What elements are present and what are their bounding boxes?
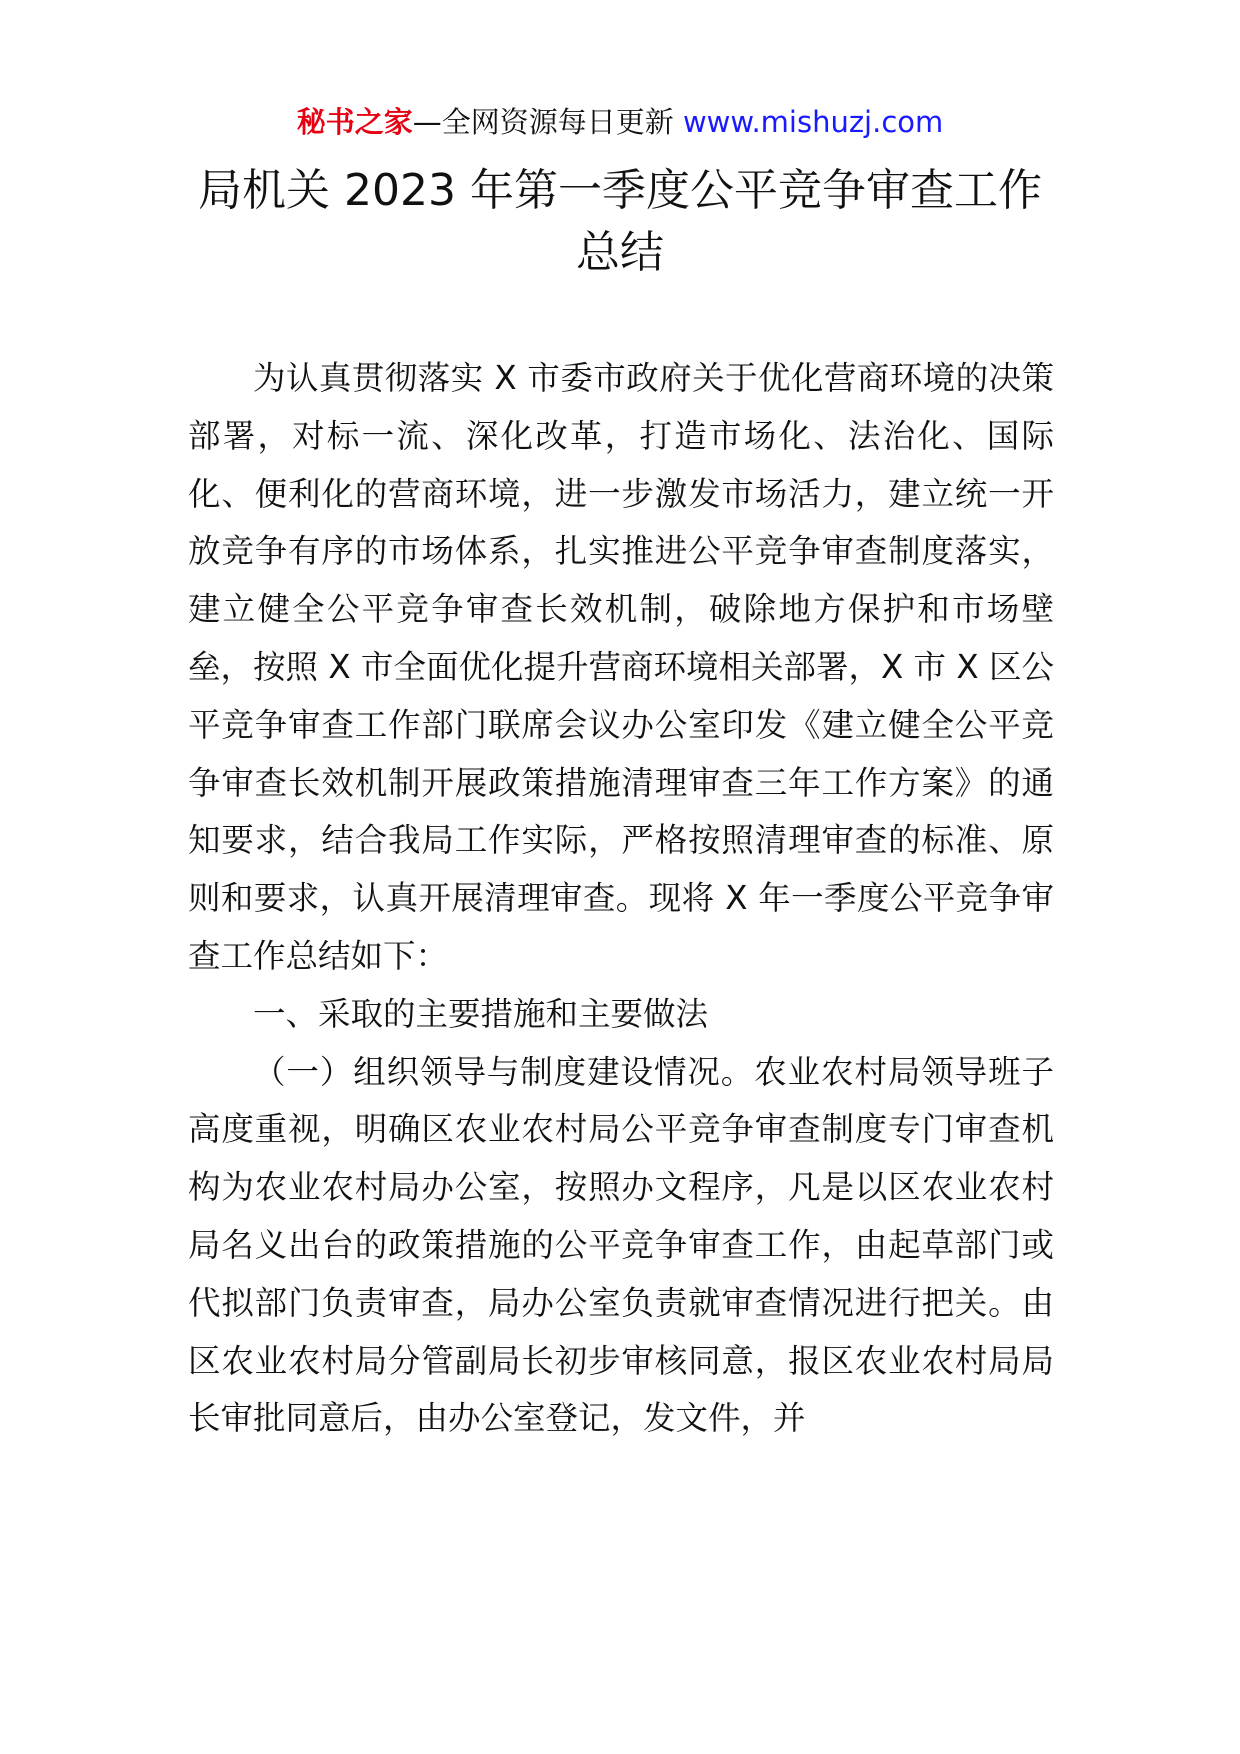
banner-tagline: —全网资源每日更新: [412, 105, 674, 139]
section-heading: 一、采取的主要措施和主要做法: [253, 994, 709, 1033]
body-paragraph: （一）组织领导与制度建设情况。农业农村局领导班子高度重视，明确区农业农村局公平竞争审查制度专门审查机构为农业农村局办公室，按照办文程序，凡是以区农业农村局名义出台的政策措施的公平竞争审查工作，由起草部门或代拟部门负责审查，局办公室负责就审查情况进行把关。由区农业农村局分管副局长初步审核同意，报区农业农村局局长审批同意后，由办公室登记，发文件，并: [188, 1052, 1054, 1438]
site-url-link[interactable]: www.mishuzj.com: [682, 105, 944, 139]
document-title-line-2: 总结: [576, 227, 664, 278]
document-title-line-1: 局机关 2023 年第一季度公平竞争审查工作: [198, 165, 1042, 216]
document-title: [170, 160, 1070, 284]
document-body: [188, 350, 1054, 1448]
site-banner: [0, 100, 1240, 144]
brand-name: 秘书之家: [296, 105, 413, 139]
intro-paragraph: 为认真贯彻落实 X 市委市政府关于优化营商环境的决策部署，对标一流、深化改革，打造市场化、法治化、国际化、便利化的营商环境，进一步激发市场活力，建立统一开放竞争有序的市场体系，扎实推进公平竞争审查制度落实，建立健全公平竞争审查长效机制，破除地方保护和市场壁垒，按照 X 市全面优化提升营商环境相关部署，X 市 X 区公平竞争审查工作部门联席会议办公室印发《建立健全公平竞争审查长效机制开展政策措施清理审查三年工作方案》的通知要求，结合我局工作实际，严格按照清理审查的标准、原则和要求，认真开展清理审查。现将 X 年一季度公平竞争审查工作总结如下：: [188, 359, 1054, 975]
